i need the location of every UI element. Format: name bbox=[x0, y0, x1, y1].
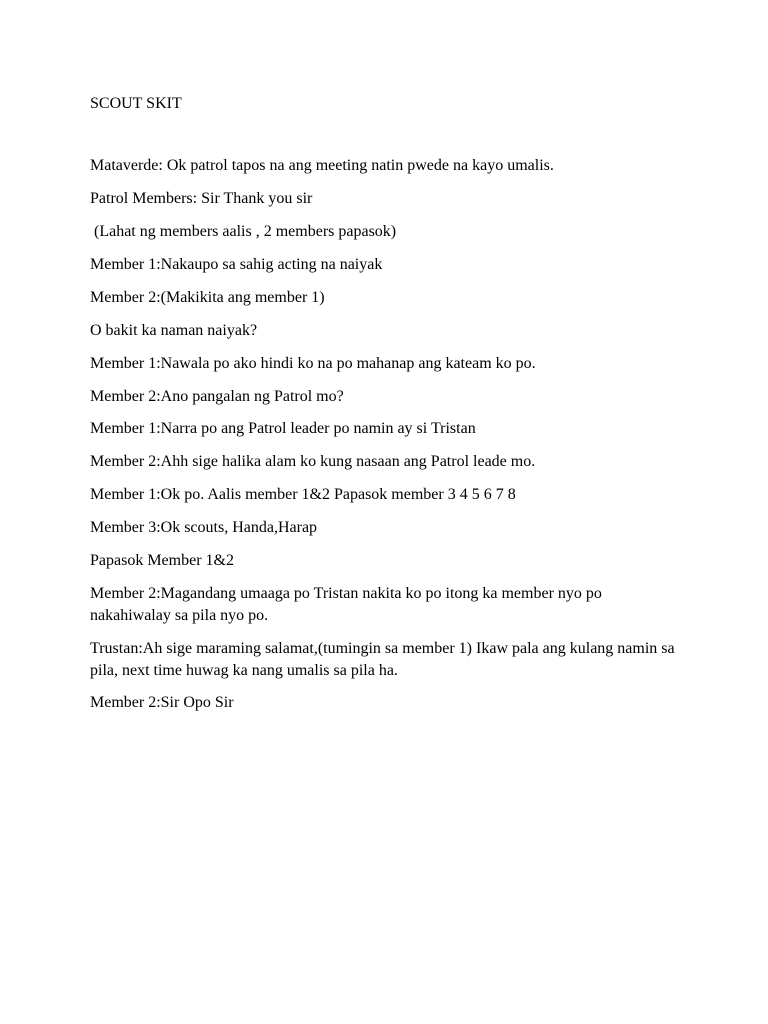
line-member1-c: Member 1:Narra po ang Patrol leader po namin ay si Tristan bbox=[90, 420, 476, 437]
line-papasok: Papasok Member 1&2 bbox=[90, 552, 234, 569]
line-member1-a: Member 1:Nakaupo sa sahig acting na naiyak bbox=[90, 256, 383, 273]
line-stage-direction: (Lahat ng members aalis , 2 members papasok) bbox=[90, 223, 397, 240]
line-member2-e: Member 2:Sir Opo Sir bbox=[90, 694, 234, 711]
line-member2-d: Member 2:Magandang umaaga po Tristan nakita ko po itong ka member nyo po nakahiwalay sa pila nyo po. bbox=[90, 585, 602, 624]
line-member1-b: Member 1:Nawala po ako hindi ko na po mahanap ang kateam ko po. bbox=[90, 355, 536, 372]
line-patrol-members: Patrol Members: Sir Thank you sir bbox=[90, 190, 313, 207]
line-member2-c: Member 2:Ahh sige halika alam ko kung nasaan ang Patrol leade mo. bbox=[90, 453, 536, 470]
line-member1-d: Member 1:Ok po. Aalis member 1&2 Papasok member 3 4 5 6 7 8 bbox=[90, 486, 516, 503]
document-title: SCOUT SKIT bbox=[90, 95, 182, 112]
line-member3: Member 3:Ok scouts, Handa,Harap bbox=[90, 519, 318, 536]
line-member2-b: Member 2:Ano pangalan ng Patrol mo? bbox=[90, 388, 344, 405]
line-member2-a: Member 2:(Makikita ang member 1) bbox=[90, 289, 325, 306]
line-trustan: Trustan:Ah sige maraming salamat,(tumingin sa member 1) Ikaw pala ang kulang namin sa pila, next time huwag ka nang umalis sa pila ha. bbox=[90, 640, 675, 679]
line-question: O bakit ka naman naiyak? bbox=[90, 322, 258, 339]
line-mataverde: Mataverde: Ok patrol tapos na ang meeting natin pwede na kayo umalis. bbox=[90, 157, 554, 174]
